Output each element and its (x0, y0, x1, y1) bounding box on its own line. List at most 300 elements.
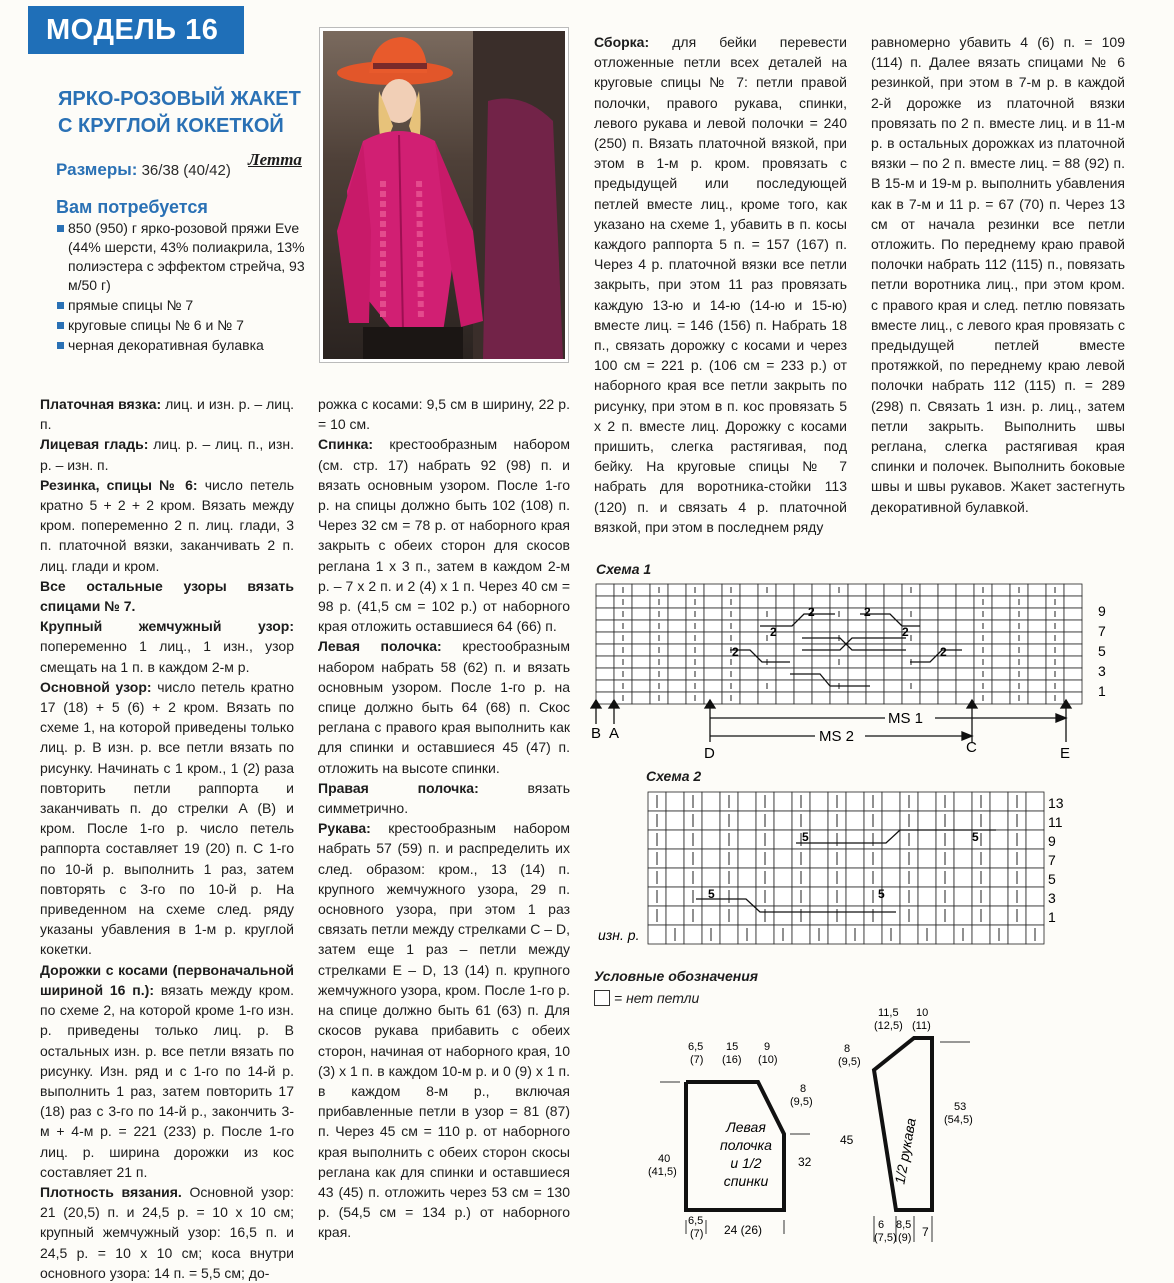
column-1 (40, 394, 294, 1283)
chart-cell (920, 692, 938, 704)
paragraph: Дорожки с косами (первоначальной шириной 16 п.): вязать между кром. по схеме 2, на которой кроме 1-го изн. р. приведены только лиц. р. В остальных изн. р. все петли вязать по рисунку. Изн. ряд и с 1-го по 14-й р. выполнить 1 раз, затем повторить 17 (18) раз с 3-го по 14-й р., закончить 3-м + 4-м р. = 221 (233) р. После 1-го лиц. р. ширина дорожки из кос составляет 21 п. (40, 961, 294, 1180)
dim: (11) (912, 1020, 931, 1032)
paragraph: Все остальные узоры вязать спицами № 7. (40, 577, 294, 615)
legend-text: = нет петли (614, 990, 700, 1006)
chart-cell (740, 608, 758, 620)
chart-cell (846, 906, 864, 925)
row-number: 11 (1048, 814, 1063, 830)
chart-cell (884, 680, 902, 692)
piece-label: 1/2 рукава (891, 1116, 919, 1186)
chart-cell (596, 632, 614, 644)
chart-cell (666, 830, 684, 849)
chart-cell (704, 620, 722, 632)
chart-cell (918, 830, 936, 849)
chart-cell (596, 620, 614, 632)
ms2-label: MS 2 (819, 728, 855, 745)
chart-cell (866, 668, 884, 680)
chart-cell (990, 887, 1008, 906)
paragraph: Резинка, спицы № 6: число петель кратно 5 + 2 + 2 кром. Вязать между кром. попеременно 2 п. лиц. глади, 3 п. платочной вязки, заканчивать 2 п. лиц. глади и кром. (40, 476, 294, 574)
column-2 (318, 394, 570, 1243)
chart-cell (936, 925, 954, 944)
dim: (10) (758, 1054, 778, 1066)
chart-cell (702, 906, 720, 925)
watermark-letta: Летта (248, 150, 302, 169)
chart-cell (776, 584, 794, 596)
chart-cell (938, 608, 956, 620)
chart-cell (666, 906, 684, 925)
chart-cell (740, 692, 758, 704)
chart-cell (1064, 632, 1082, 644)
cable-number: 2 (940, 645, 947, 659)
paragraph: Лицевая гладь: лиц. р. – лиц. п., изн. р. – изн. п. (40, 436, 294, 473)
chart-cell (632, 584, 650, 596)
chart-cell (596, 656, 614, 668)
materials-list (56, 219, 308, 356)
chart-cell (758, 596, 776, 608)
chart-cell (1064, 584, 1082, 596)
chart-cell (920, 632, 938, 644)
chart-cell (668, 596, 686, 608)
chart-cell (704, 596, 722, 608)
arrow-label-d: D (704, 745, 715, 762)
dim: 53 (954, 1101, 967, 1113)
chart-cell (1028, 656, 1046, 668)
chart-cell (596, 596, 614, 608)
chart-cell (918, 792, 936, 811)
chart-cell (758, 644, 776, 656)
chart-cell (648, 925, 666, 944)
chart-cell (738, 811, 756, 830)
chart-cell (938, 680, 956, 692)
arrow-label-e: E (1060, 745, 1071, 762)
materials-item: черная декоративная булавка (56, 336, 308, 355)
sizes-value: 36/38 (40/42) (141, 162, 231, 179)
dim: 7 (922, 1225, 929, 1239)
chart-cell (866, 656, 884, 668)
piece-label: спинки (723, 1173, 769, 1189)
chart-cell (666, 811, 684, 830)
chart-cell (704, 680, 722, 692)
chart-cell (1064, 596, 1082, 608)
chart-cell (1064, 668, 1082, 680)
column-3 (594, 32, 847, 537)
chart-cell (882, 792, 900, 811)
chart-cell (938, 692, 956, 704)
dim: (16) (722, 1054, 742, 1066)
chart-cell (668, 692, 686, 704)
cable-number: 2 (770, 625, 777, 639)
chart-cell (846, 887, 864, 906)
chart-cell (990, 868, 1008, 887)
chart-cell (776, 596, 794, 608)
paragraph: Рукава: крестообразным набором набрать 57 (59) п. и распределить их след. образом: кром., 13 (14) п. крупного жемчужного узора, 29 п. основного узора, при этом 1 раз связать петли между стрелками C – D, затем еще 1 раз – петли между стрелками E – D, 13 (14) п. крупного жемчужного узора, кром. После 1-го р. на спице должно быть 61 (63) п. Для скосов рукава прибавить с обеих сторон, начиная от наборного края, 10 (3) х 1 п. в каждом 10-м р. и 0 (9) х 1 п. в каждом 8-м р., включая прибавленные петли в узор = 81 (87) п. Через 45 см = 110 р. от наборного края выполнить с обеих сторон скосы реглана как для спинки и оставшиеся 43 (45) п. отложить через 53 см = 130 р. (54,5 см = 134 р.) от наборного края. (318, 820, 570, 1241)
chart-cell (776, 680, 794, 692)
empty-square-icon (594, 990, 610, 1006)
chart-cell (702, 792, 720, 811)
piece-label: полочка (720, 1137, 772, 1153)
materials-title: Вам потребуется (56, 197, 208, 217)
chart-cell (792, 925, 810, 944)
cable-number: 2 (864, 605, 871, 619)
chart-cell (774, 887, 792, 906)
chart-cell (830, 668, 848, 680)
chart-cell (704, 644, 722, 656)
chart-cell (918, 868, 936, 887)
chart-cell (810, 811, 828, 830)
chart-cell (810, 849, 828, 868)
chart-cell (774, 906, 792, 925)
chart-cell (918, 811, 936, 830)
chart-cell (956, 620, 974, 632)
chart-cell (920, 620, 938, 632)
chart-cell (990, 792, 1008, 811)
paragraph: Сборка: для бейки перевести отложенные петли всех деталей на круговые спицы № 7: петли правой полочки, правого рукава, спинки, левого рукава и левой полочки = 240 (250) п. Вязать платочной вязкой, при этом в 1-м р. кром. провязать с предыдущей или последующей петлей вместе лиц., кроме того, как указано на схеме 1, убавить в п. косы каждого раппорта 5 п. = 157 (167) п. Через 4 р. платочной вязки все петли закрыть, при этом 11 раз провязать каждую 13-ю и 14-ю (14-ю и 15-ю) вместе лиц. = 146 (156) п. Набрать 18 п., связать дорожку с косами и через 100 см = 221 р. (106 см = 233 р.) от наборного края все петли закрыть по рисунку, при этом в п. кос провязать 5 х 2 п. вместе лиц. Дорожку с косами пришить, слегка растягивая, под бейку. На круговые спицы № 7 набрать для воротника-стойки 113 (120) п. и связать 4 р. платочной вязкой, при этом в последнем ряду (594, 34, 847, 535)
chart-cell (738, 849, 756, 868)
chart-cell (1064, 620, 1082, 632)
row-number: 1 (1048, 909, 1056, 925)
chart-cell (992, 596, 1010, 608)
chart-cell (1008, 925, 1026, 944)
chart-cell (632, 692, 650, 704)
paragraph: Основной узор: число петель кратно 17 (18) + 5 (6) + 2 кром. Вязать по схеме 1, на которой приведены только лиц. р. В изн. р. все петли вязать по рисунку. Начинать с 1 кром., 1 (2) раза повторить петли раппорта и заканчивать п. до стрелки A (B) и кром. После 1-го р. число петель раппорта составляет 19 (20) п. С 1-го по 10-й р. выполнить 1 раз, затем повторять с 3-го по 10-й р. На приведенном на схеме след. ряду указаны убавления в 1-м р. круглой кокетки. (40, 678, 294, 958)
chart-cell (882, 811, 900, 830)
chart-cell (774, 849, 792, 868)
chart-cell (830, 692, 848, 704)
paragraph: равномерно убавить 4 (6) п. = 109 (114) п. Далее вязать спицами № 6 резинкой, при этом в 7-м р. в каждой 2-й дорожке из платочной вязки провязать по 2 п. вместе лиц. и в 11-м р. в остальных дорожках из платочной вязки – по 2 п. вместе лиц. = 88 (92) п. В 15-м и 19-м р. выполнить убавления как в 7-м и 11 р. = 67 (70) п. Через 13 см от начала резинки все петли отложить. По переднему краю правой полочки набрать 112 (115) п., повязать петли воротника лиц., при этом кром. с правого края и след. петлю повязать вместе лиц., с левого края провязать с предыдущей петлей вместе протяжкой, по переднему краю левой полочки набрать 112 (115) п. = 289 (298) п. Связать 1 изн. р. лиц., затем петли закрыть. Выполнить швы реглана, слегка растягивая края спинки и полочек. Выполнить боковые швы и швы рукавов. Жакет застегнуть декоративной булавкой. (871, 34, 1125, 515)
chart-cell (740, 632, 758, 644)
chart-cell (794, 584, 812, 596)
chart-cell (812, 620, 830, 632)
chart-cell (774, 811, 792, 830)
chart-cell (596, 644, 614, 656)
chart-cell (774, 792, 792, 811)
cable-number: 5 (708, 887, 715, 901)
chart-cell (956, 632, 974, 644)
chart-cell (666, 887, 684, 906)
dim: (7,5) (874, 1232, 897, 1244)
sizes (56, 160, 231, 180)
chart-cell (810, 792, 828, 811)
chart-cell (846, 868, 864, 887)
paragraph: Левая полочка: крестообразным набором набрать 58 (62) п. и вязать основным узором. После 1-го р. на спице должно быть 64 (68) п. Скос реглана с правого края выполнить как для спинки и оставшиеся 45 (47) п. отложить на высоте спинки. (318, 638, 570, 776)
chart-cell (900, 925, 918, 944)
chart-cell (668, 584, 686, 596)
chart-cell (990, 830, 1008, 849)
pattern-sleeve (830, 1002, 1000, 1272)
chart-cell (956, 596, 974, 608)
chart-cell (704, 584, 722, 596)
chart-cell (794, 656, 812, 668)
chart-cell (758, 692, 776, 704)
row-number: 7 (1098, 623, 1106, 639)
piece-label: и 1/2 (730, 1155, 762, 1171)
chart-cell (954, 849, 972, 868)
chart-cell (1026, 792, 1044, 811)
piece-label: Левая (726, 1119, 766, 1135)
pattern-left-front (640, 1034, 840, 1274)
chart-cell (666, 849, 684, 868)
chart-cell (810, 887, 828, 906)
materials-item: 850 (950) г ярко-розовой пряжи Eve (44% шерсти, 43% полиакрила, 13% полиэстера с эффектом стрейча, 93 м/50 г) (56, 219, 308, 295)
chart-cell (740, 584, 758, 596)
chart-cell (1028, 692, 1046, 704)
legend-item (594, 990, 758, 1006)
chart-cell (738, 830, 756, 849)
chart-cell (902, 596, 920, 608)
dim: 9 (764, 1041, 771, 1053)
chart-cell (954, 868, 972, 887)
scheme-1-chart (590, 578, 1110, 768)
chart-cell (992, 632, 1010, 644)
chart-cell (848, 620, 866, 632)
chart-cell (704, 692, 722, 704)
chart-cell (810, 830, 828, 849)
chart-cell (740, 596, 758, 608)
chart-cell (668, 632, 686, 644)
chart-cell (704, 632, 722, 644)
chart-cell (776, 644, 794, 656)
row-number: 7 (1048, 852, 1056, 868)
row-number: 9 (1098, 603, 1106, 619)
chart-cell (918, 887, 936, 906)
legend (594, 968, 758, 1006)
chart-cell (1064, 608, 1082, 620)
chart-cell (972, 925, 990, 944)
scheme-2-chart (596, 786, 1076, 950)
chart-cell (1028, 680, 1046, 692)
chart-cell (828, 925, 846, 944)
paragraph: Платочная вязка: лиц. и изн. р. – лиц. п. (40, 396, 294, 433)
arrow-label-b: B (591, 725, 602, 742)
chart-cell (920, 668, 938, 680)
column-4 (871, 32, 1125, 517)
title-line-1: ЯРКО-РОЗОВЫЙ ЖАКЕТ (58, 88, 301, 110)
chart-cell (794, 692, 812, 704)
chart-cell (684, 925, 702, 944)
paragraph: Крупный жемчужный узор: попеременно 1 лиц., 1 изн., узор смещать на 1 п. в каждом 2-м р. (40, 618, 294, 675)
chart-cell (596, 668, 614, 680)
dim: 40 (658, 1153, 671, 1165)
dim: 45 (840, 1133, 854, 1147)
chart-cell (596, 692, 614, 704)
dim: 8 (844, 1043, 851, 1055)
materials-item: прямые спицы № 7 (56, 296, 308, 315)
chart-cell (1026, 887, 1044, 906)
chart-cell (954, 792, 972, 811)
chart-cell (758, 668, 776, 680)
chart-cell (632, 620, 650, 632)
dim: (7) (690, 1228, 704, 1240)
chart-cell (596, 608, 614, 620)
chart-cell (740, 668, 758, 680)
chart-cell (848, 668, 866, 680)
chart-cell (866, 692, 884, 704)
chart-cell (920, 596, 938, 608)
dim: 8,5 (896, 1219, 912, 1231)
cable-number: 5 (802, 830, 809, 844)
chart-cell (1026, 811, 1044, 830)
title-line-2: С КРУГЛОЙ КОКЕТКОЙ (58, 115, 284, 137)
chart-cell (848, 584, 866, 596)
chart-cell (632, 656, 650, 668)
scheme-2-grid (648, 792, 1044, 944)
dim: 10 (916, 1007, 929, 1019)
chart-cell (794, 680, 812, 692)
chart-cell (1064, 680, 1082, 692)
chart-cell (632, 596, 650, 608)
materials-item: круговые спицы № 6 и № 7 (56, 316, 308, 335)
chart-cell (864, 925, 882, 944)
chart-cell (632, 632, 650, 644)
chart-cell (848, 656, 866, 668)
chart-cell (704, 608, 722, 620)
chart-cell (918, 906, 936, 925)
legend-title: Условные обозначения (594, 968, 759, 984)
chart-cell (846, 849, 864, 868)
chart-cell (954, 830, 972, 849)
arrow-label-c: C (966, 739, 977, 756)
row-number: 3 (1048, 890, 1056, 906)
chart-cell (938, 620, 956, 632)
chart-cell (632, 668, 650, 680)
chart-cell (704, 668, 722, 680)
dim: 8 (800, 1083, 807, 1095)
row-number: 3 (1098, 663, 1106, 679)
chart-cell (740, 680, 758, 692)
chart-cell (992, 668, 1010, 680)
chart-cell (992, 644, 1010, 656)
chart-cell (1028, 620, 1046, 632)
chart-cell (738, 887, 756, 906)
chart-cell (1026, 868, 1044, 887)
chart-cell (812, 692, 830, 704)
chart-cell (918, 849, 936, 868)
chart-cell (666, 868, 684, 887)
chart-cell (956, 656, 974, 668)
cable-number: 2 (902, 625, 909, 639)
chart-cell (668, 656, 686, 668)
chart-cell (632, 644, 650, 656)
chart-cell (776, 608, 794, 620)
chart-cell (902, 692, 920, 704)
chart-cell (956, 608, 974, 620)
ms1-label: MS 1 (888, 710, 924, 727)
row-number: 5 (1098, 643, 1106, 659)
chart-cell (938, 632, 956, 644)
chart-cell (812, 584, 830, 596)
chart-cell (938, 584, 956, 596)
chart-cell (866, 584, 884, 596)
chart-cell (956, 680, 974, 692)
chart-cell (846, 792, 864, 811)
paragraph: Правая полочка: вязать симметрично. (318, 779, 570, 817)
dim: (9,5) (838, 1056, 861, 1068)
chart-cell (882, 849, 900, 868)
dim: 6,5 (688, 1215, 704, 1227)
chart-cell (738, 906, 756, 925)
dim: (41,5) (648, 1166, 677, 1178)
cable-number: 5 (878, 887, 885, 901)
chart-cell (702, 811, 720, 830)
chart-cell (774, 868, 792, 887)
arrow-label-a: A (609, 725, 620, 742)
chart-cell (830, 596, 848, 608)
dim: (7) (690, 1054, 704, 1066)
chart-cell (902, 668, 920, 680)
chart-cell (1028, 596, 1046, 608)
chart-cell (1028, 608, 1046, 620)
chart-cell (596, 584, 614, 596)
chart-cell (1064, 656, 1082, 668)
chart-cell (702, 868, 720, 887)
row-number: 1 (1098, 683, 1106, 699)
chart-cell (810, 906, 828, 925)
chart-cell (632, 608, 650, 620)
chart-cell (846, 830, 864, 849)
chart-cell (956, 668, 974, 680)
chart-cell (992, 656, 1010, 668)
chart-cell (812, 596, 830, 608)
chart-cell (1026, 830, 1044, 849)
chart-cell (920, 584, 938, 596)
chart-cell (990, 906, 1008, 925)
chart-cell (738, 792, 756, 811)
dim: 32 (798, 1155, 812, 1169)
chart-cell (756, 925, 774, 944)
chart-cell (938, 668, 956, 680)
dim: 15 (726, 1041, 739, 1053)
chart-cell (776, 692, 794, 704)
chart-cell (632, 680, 650, 692)
chart-cell (668, 644, 686, 656)
chart-cell (668, 608, 686, 620)
row-number: 9 (1048, 833, 1056, 849)
chart-cell (1026, 849, 1044, 868)
dim: 11,5 (878, 1007, 899, 1019)
paragraph: Плотность вязания. Основной узор: 21 (20,5) п. и 24,5 р. = 10 х 10 см; крупный жемчужный узор: 16,5 п. и 24,5 р. = 10 х 10 см; коса внутри основного узора: 14 п. = 5,5 см; до- (40, 1183, 294, 1281)
chart-cell (812, 656, 830, 668)
chart-cell (1026, 906, 1044, 925)
chart-cell (1028, 644, 1046, 656)
scheme-2-title: Схема 2 (646, 768, 702, 784)
chart-cell (884, 620, 902, 632)
chart-cell (702, 849, 720, 868)
dim: (54,5) (944, 1114, 973, 1126)
chart-cell (704, 656, 722, 668)
chart-cell (884, 584, 902, 596)
model-photo (320, 28, 568, 362)
chart-cell (740, 656, 758, 668)
chart-cell (992, 620, 1010, 632)
chart-cell (1028, 632, 1046, 644)
dim: 6 (878, 1219, 885, 1231)
row-number: 13 (1048, 795, 1064, 811)
chart-cell (990, 849, 1008, 868)
chart-cell (668, 620, 686, 632)
chart-cell (882, 887, 900, 906)
chart-cell (884, 596, 902, 608)
chart-cell (884, 668, 902, 680)
chart-cell (740, 620, 758, 632)
chart-cell (938, 596, 956, 608)
chart-cell (920, 680, 938, 692)
chart-cell (1028, 584, 1046, 596)
chart-cell (668, 680, 686, 692)
chart-cell (738, 868, 756, 887)
chart-cell (596, 680, 614, 692)
cable-number: 2 (808, 605, 815, 619)
chart-cell (992, 608, 1010, 620)
